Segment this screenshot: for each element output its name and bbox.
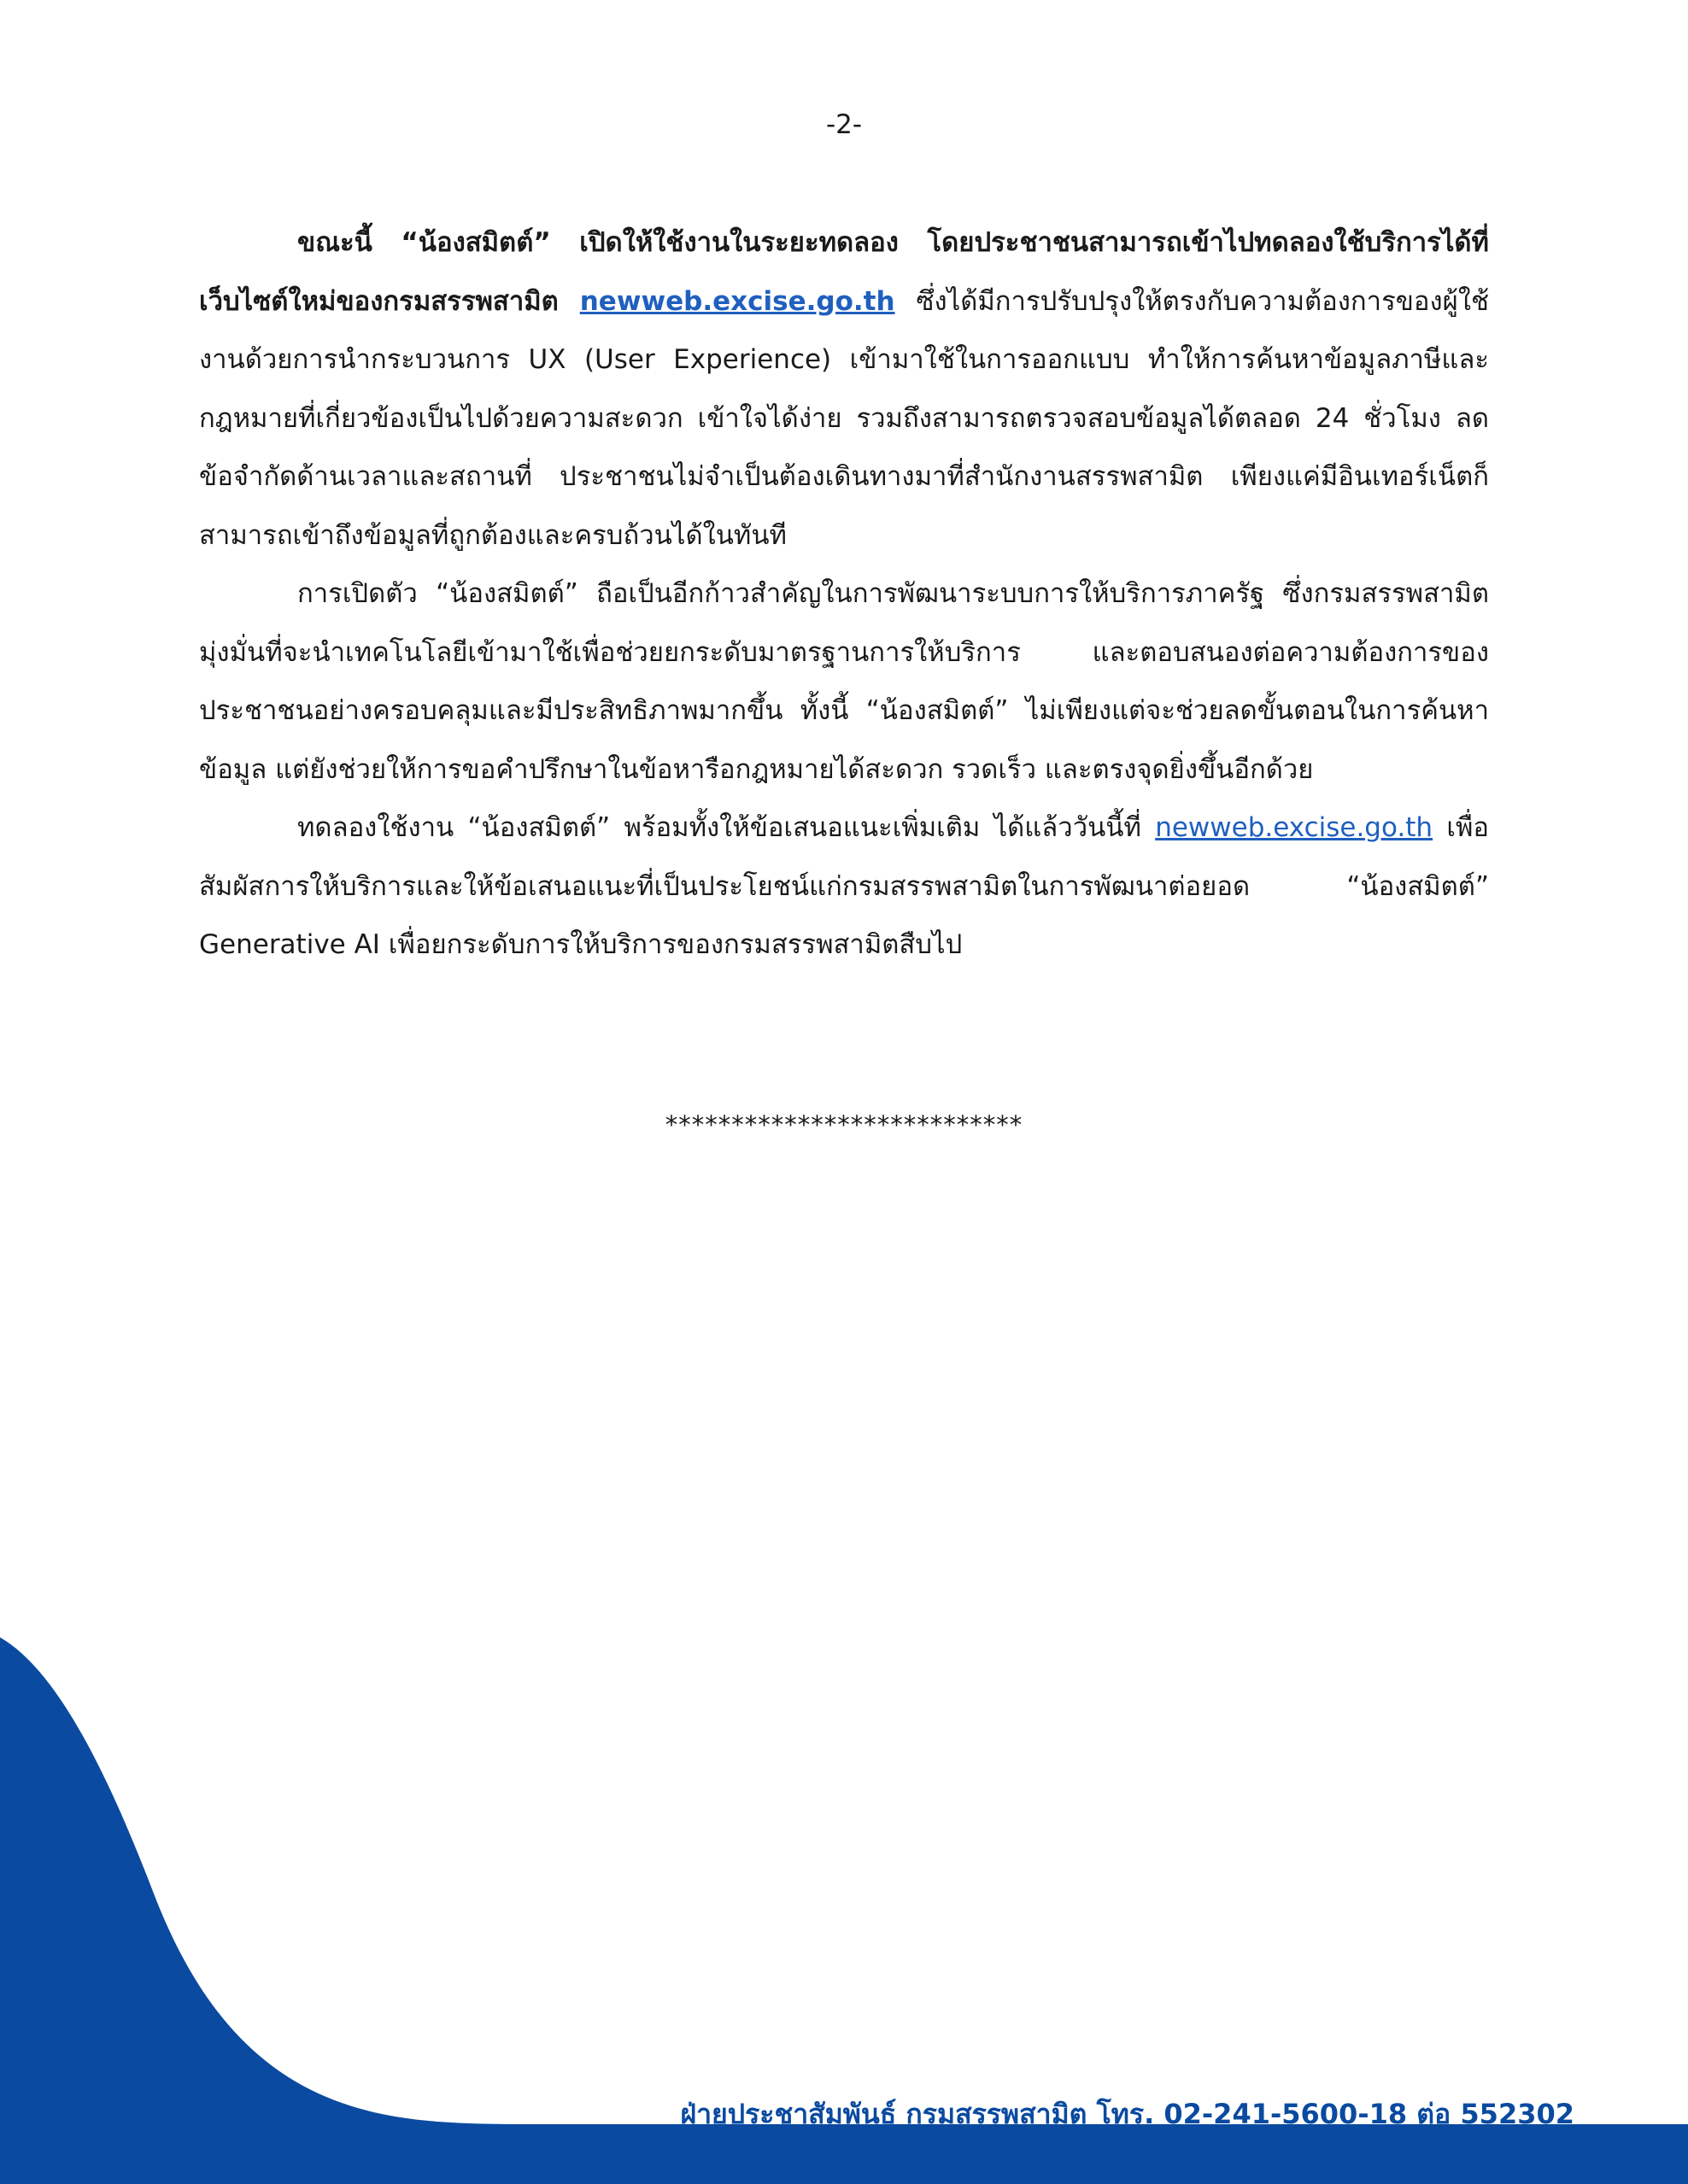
paragraph-1-lead: ขณะนี้ “น้องสมิตต์” เปิดให้ใช้งานในระยะทดลอง โดยประชาชนสามารถเข้าไปทดลองใช้บริการได้ที่เว็บไซต์ใหม่ของกรมสรรพสามิต: [199, 227, 1489, 317]
paragraph-3: [199, 799, 1489, 975]
section-divider: ***************************: [665, 1110, 1023, 1139]
paragraph-1: [199, 214, 1489, 565]
footer-contact-info: ฝ่ายประชาสัมพันธ์ กรมสรรพสามิต โทร. 02-241-5600-18 ต่อ 552302: [680, 2098, 1574, 2130]
page-number: -2-: [825, 109, 863, 140]
paragraph-2: การเปิดตัว “น้องสมิตต์” ถือเป็นอีกก้าวสำคัญในการพัฒนาระบบการให้บริการภาครัฐ ซึ่งกรมสรรพสามิตมุ่งมั่นที่จะนำเทคโนโลยีเข้ามาใช้เพื่อช่วยยกระดับมาตรฐานการให้บริการ และตอบสนองต่อความต้องการของประชาชนอย่างครอบคลุมและมีประสิทธิภาพมากขึ้น ทั้งนี้ “น้องสมิตต์” ไม่เพียงแต่จะช่วยลดขั้นตอนในการค้นหาข้อมูล แต่ยังช่วยให้การขอคำปรึกษาในข้อหารือกฎหมายได้สะดวก รวดเร็ว และตรงจุดยิ่งขึ้นอีกด้วย: [199, 578, 1489, 785]
website-link-1[interactable]: newweb.excise.go.th: [579, 285, 895, 317]
paragraph-1-body: ซึ่งได้มีการปรับปรุงให้ตรงกับความต้องการของผู้ใช้งานด้วยการนำกระบวนการ UX (User Experience) เข้ามาใช้ในการออกแบบ ทำให้การค้นหาข้อมูลภาษีและกฎหมายที่เกี่ยวข้องเป็นไปด้วยความสะดวก เข้าใจได้ง่าย รวมถึงสามารถตรวจสอบข้อมูลได้ตลอด 24 ชั่วโมง ลดข้อจำกัดด้านเวลาและสถานที่ ประชาชนไม่จำเป็นต้องเดินทางมาที่สำนักงานสรรพสามิต เพียงแค่มีอินเทอร์เน็ตก็สามารถเข้าถึงข้อมูลที่ถูกต้องและครบถ้วนได้ในทันที: [199, 285, 1490, 551]
website-link-2[interactable]: newweb.excise.go.th: [1155, 812, 1433, 843]
press-release-body: [199, 214, 1489, 975]
paragraph-3-lead: ทดลองใช้งาน “น้องสมิตต์” พร้อมทั้งให้ข้อเสนอแนะเพิ่มเติม ได้แล้ววันนี้ที่: [297, 812, 1141, 843]
paragraph-3-body: เพื่อสัมผัสการให้บริการและให้ข้อเสนอแนะที่เป็นประโยชน์แก่กรมสรรพสามิตในการพัฒนาต่อยอด “น้องสมิตต์” Generative AI เพื่อยกระดับการให้บริการของกรมสรรพสามิตสืบไป: [199, 812, 1489, 960]
